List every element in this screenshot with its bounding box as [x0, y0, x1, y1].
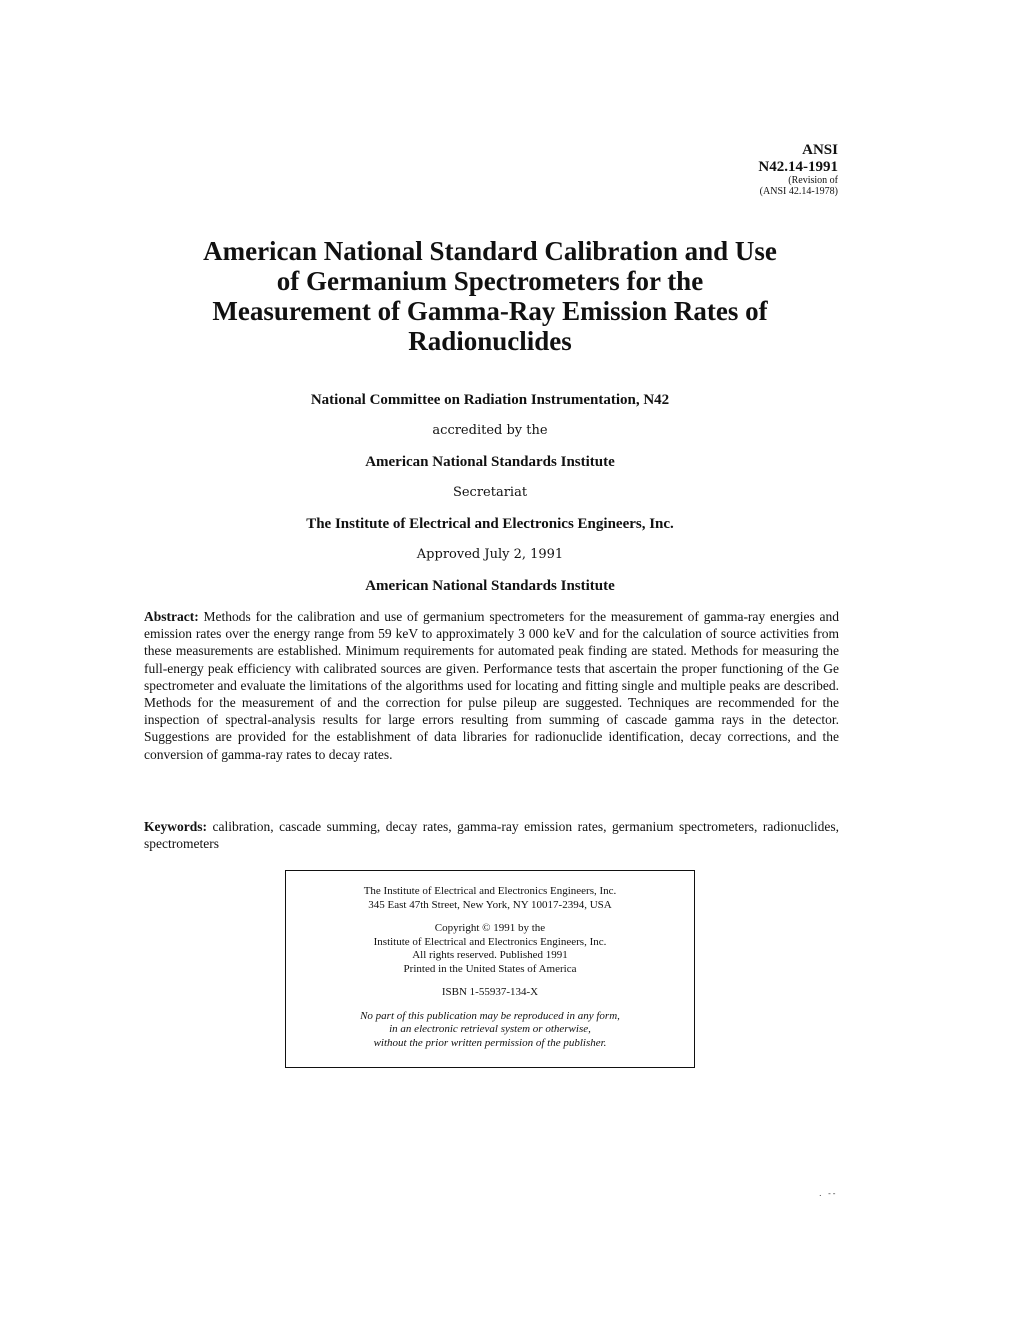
keywords [144, 818, 839, 852]
scan-artifact: . -- [819, 1189, 838, 1198]
keywords-label: Keywords: [144, 819, 207, 834]
title-line: American National Standard Calibration and Use [203, 236, 777, 266]
title-line: of Germanium Spectrometers for the [276, 266, 704, 296]
standard-designation [758, 142, 838, 197]
accredited-by-label: accredited by the [432, 423, 548, 438]
copyright-holder: Institute of Electrical and Electronics Engineers, Inc. [373, 935, 607, 948]
committee-block [140, 390, 840, 607]
approving-body: American National Standards Institute [365, 578, 615, 594]
revision-note-standard: (ANSI 42.14-1978) [759, 186, 838, 197]
reproduction-notice: No part of this publication may be reproduced in any form, [360, 1009, 620, 1022]
revision-note: (Revision of [788, 175, 838, 186]
publisher-name: The Institute of Electrical and Electronics Engineers, Inc. [363, 885, 617, 897]
committee-name: National Committee on Radiation Instrumentation, N42 [310, 392, 670, 408]
copyright-box [285, 870, 695, 1068]
designation-org: ANSI [802, 142, 838, 158]
secretariat: The Institute of Electrical and Electronics Engineers, Inc. [306, 516, 674, 532]
reproduction-notice: without the prior written permission of the publisher. [373, 1036, 607, 1049]
secretariat-label: Secretariat [452, 485, 528, 500]
rights-statement: All rights reserved. Published 1991 [412, 949, 568, 961]
copyright-line: Copyright © 1991 by the [434, 922, 546, 934]
publisher-address: 345 East 47th Street, New York, NY 10017-2394, USA [368, 898, 612, 911]
document-title [140, 236, 840, 356]
title-line: Measurement of Gamma-Ray Emission Rates of [212, 296, 768, 326]
abstract [144, 608, 839, 763]
abstract-label: Abstract: [144, 609, 199, 624]
approval-date: Approved July 2, 1991 [416, 547, 564, 562]
accrediting-body: American National Standards Institute [365, 454, 615, 470]
printed-statement: Printed in the United States of America [403, 962, 577, 975]
title-line: Radionuclides [408, 326, 572, 356]
isbn: ISBN 1-55937-134-X [441, 986, 539, 998]
reproduction-notice: in an electronic retrieval system or otherwise, [389, 1023, 591, 1035]
designation-number: N42.14-1991 [758, 158, 838, 175]
abstract-text: Methods for the calibration and use of germanium spectrometers for the measurement of gamma-ray energies and emission rates over the energy range from 59 keV to approximately 3 000 keV and for the calculation of source activities from these measurements are established. Minimum requirements for automated peak finding are stated. Methods for measuring the full-energy peak efficiency with calibrated sources are given. Performance tests that ascertain the proper functioning of the Ge spectrometer and evaluate the limitations of the algorithms used for locating and fitting single and multiple peaks are described. Methods for the measurement of and the correction for pulse pileup are suggested. Techniques are recommended for the inspection of spectral-analysis results for large errors resulting from summing of cascade gamma rays in the detector. Suggestions are provided for the establishment of data libraries for radionuclide identification, decay corrections, and the conversion of gamma-ray rates to decay rates. [144, 609, 839, 762]
keywords-text: calibration, cascade summing, decay rates, gamma-ray emission rates, germanium spectrometers, radionuclides, spectrometers [144, 819, 840, 852]
